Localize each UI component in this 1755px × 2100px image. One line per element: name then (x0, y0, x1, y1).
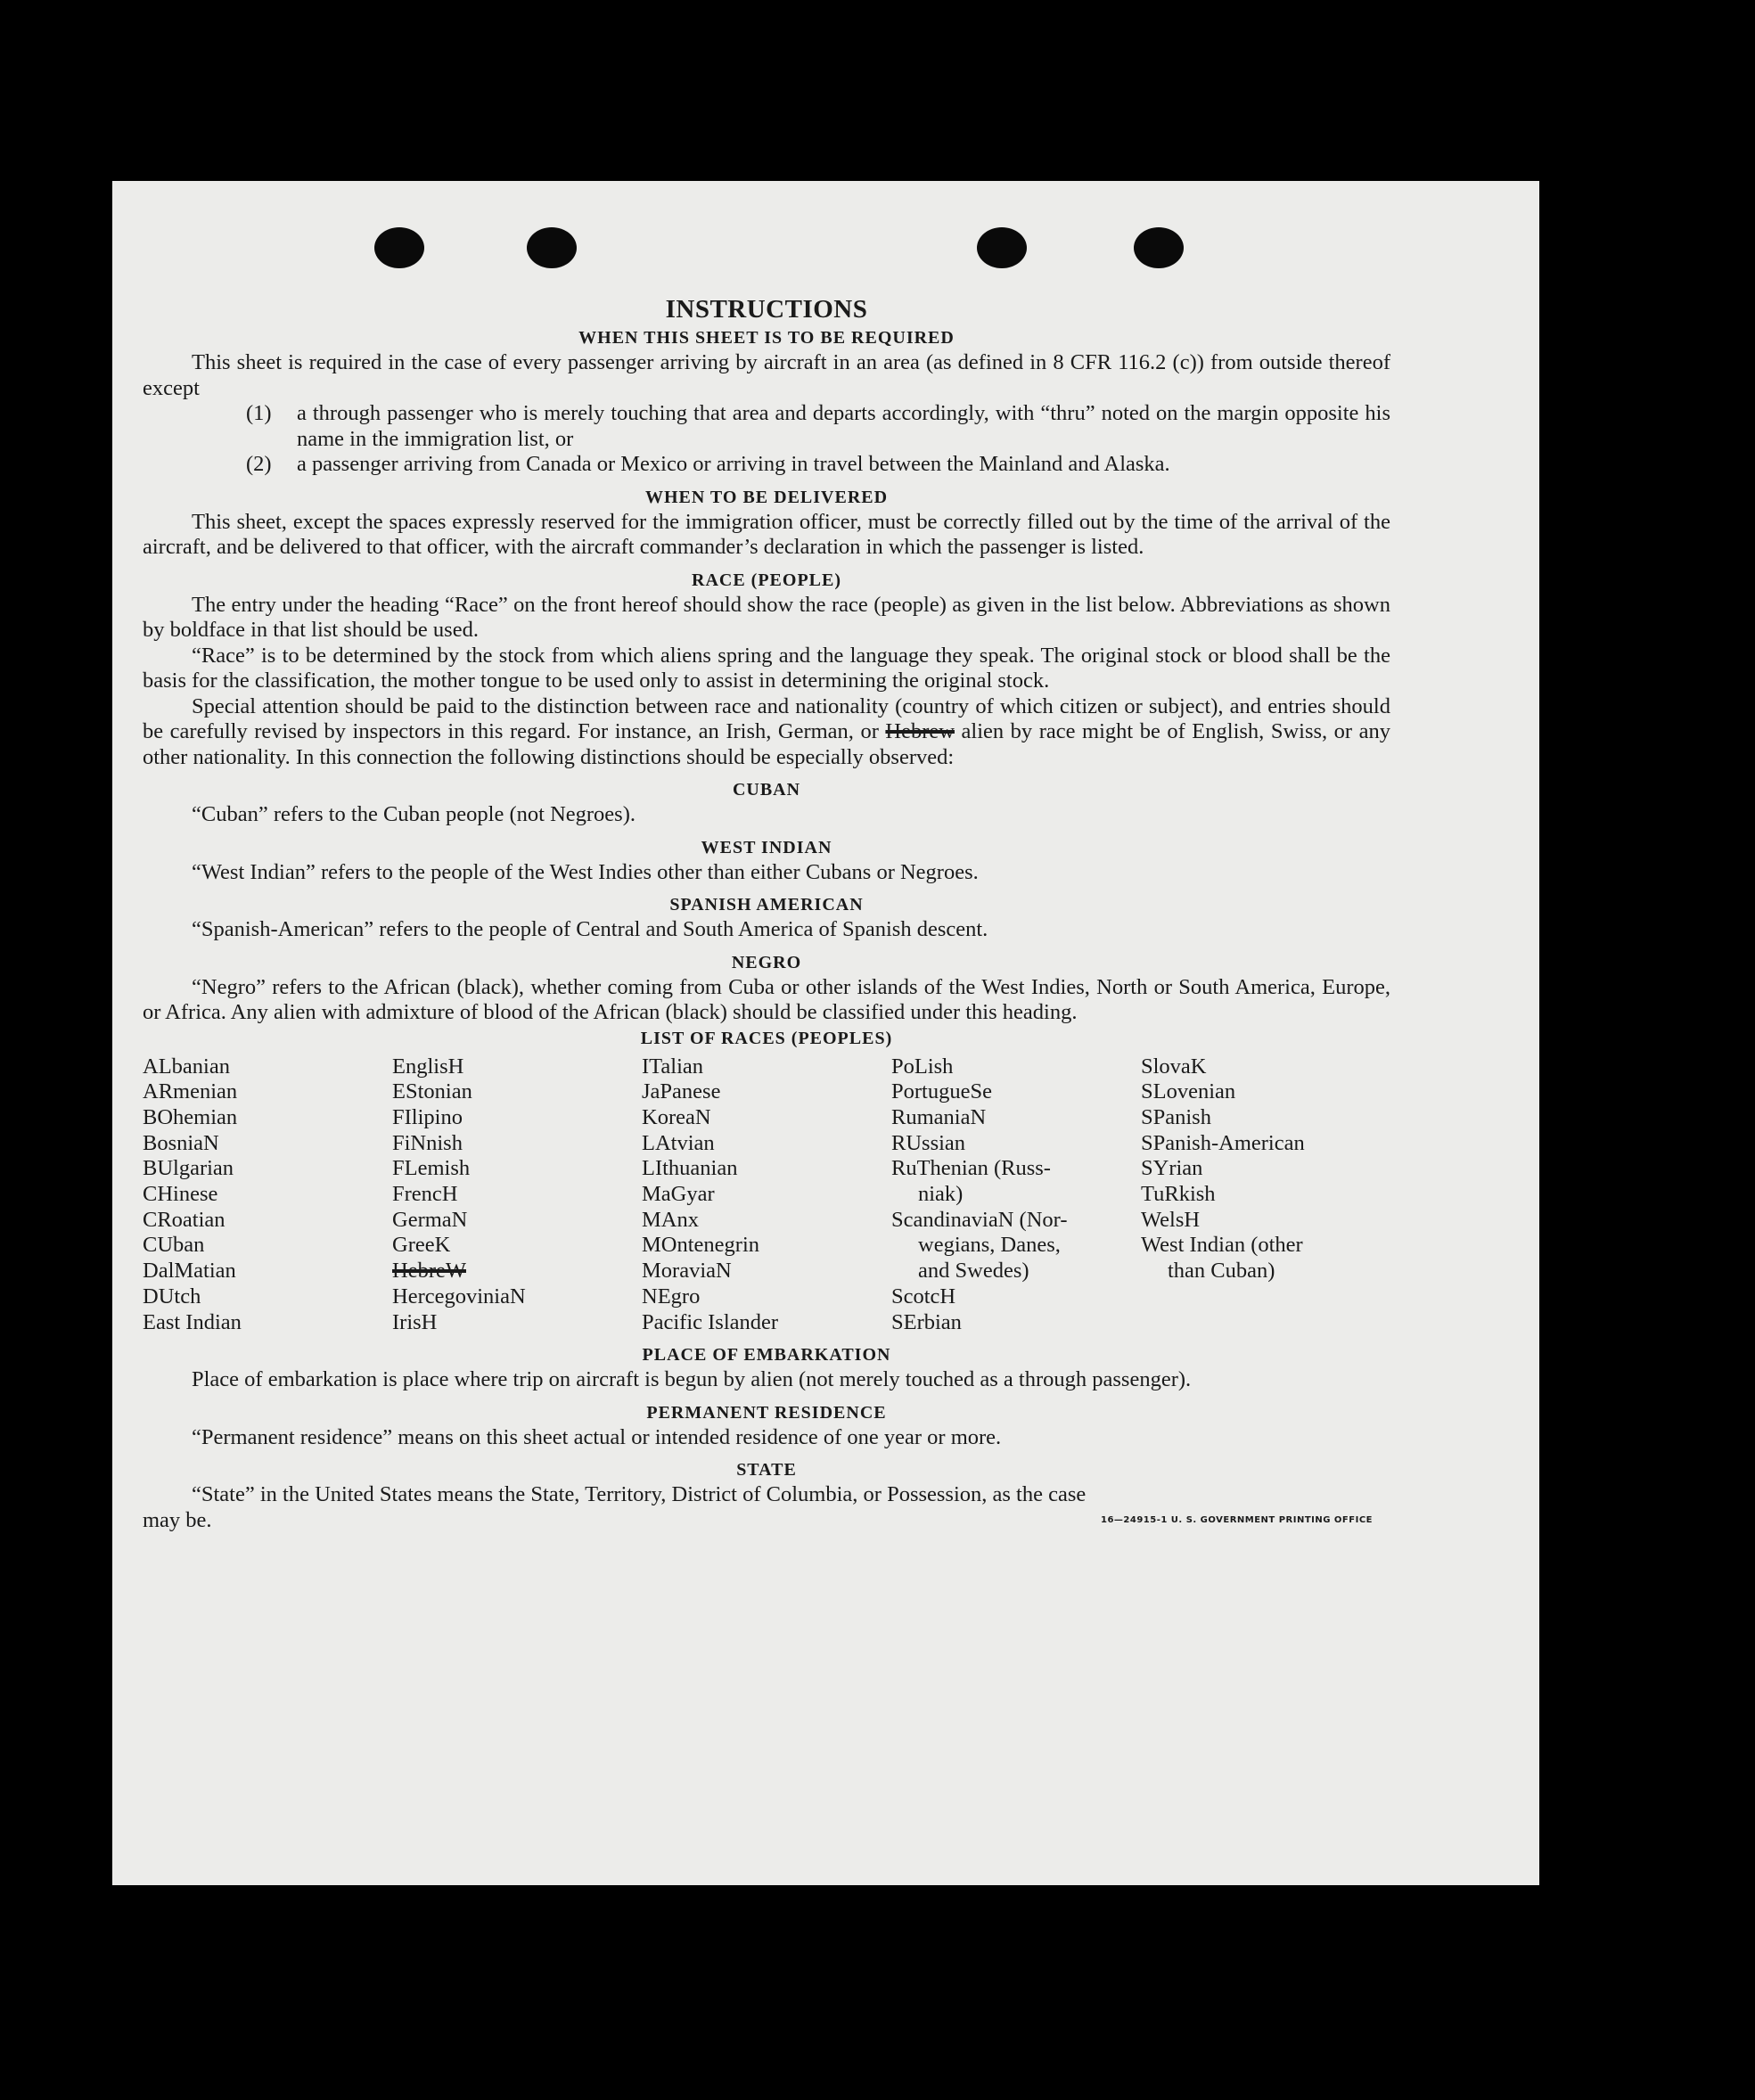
race-entry: ScotcH (891, 1284, 956, 1308)
race-entry: LIthuanian (642, 1156, 738, 1181)
race-entry: JaPanese (642, 1079, 721, 1104)
race-column (642, 1054, 891, 1336)
exception-item: (2) a passenger arriving from Canada or Mexico or arriving in travel between the Mainland and Alaska. (246, 452, 1170, 476)
race-paragraph-3: Special attention should be paid to the distinction between race and nationality (country of which citizen or subject), and entries should be carefully revised by inspectors in this regard. For instance, an Irish, German, or Hebrew alien by race might be of English, Swiss, or any other nationality. In this connection the following distinctions should be especially observed: (143, 693, 1391, 769)
race-entry: FIlipino (392, 1104, 463, 1129)
race-entry: FiNnish (392, 1130, 463, 1155)
definition-text: “West Indian” refers to the people of the West Indies other than either Cubans or Negroes. (192, 859, 979, 884)
race-entry: SLovenian (1141, 1079, 1236, 1104)
race-list-heading: LIST OF RACES (PEOPLES) (640, 1028, 893, 1048)
race-column (143, 1054, 392, 1336)
race-column (1141, 1054, 1390, 1336)
race-entry: BOhemian (143, 1104, 238, 1129)
punch-hole (374, 227, 424, 268)
race-entry: LAtvian (642, 1130, 715, 1155)
race-entry: MAnx (642, 1207, 699, 1232)
race-entry: FrencH (392, 1182, 458, 1207)
race-entry-continued: than Cuban) (1168, 1259, 1275, 1284)
page-title: INSTRUCTIONS (665, 295, 868, 324)
definition-heading: CUBAN (732, 780, 801, 800)
race-entry: ScandinaviaN (Nor- (891, 1207, 1068, 1232)
race-entry: EnglisH (392, 1054, 464, 1079)
section-heading-embarkation: PLACE OF EMBARKATION (642, 1345, 891, 1366)
race-entry: PortugueSe (891, 1079, 992, 1104)
punch-hole (527, 227, 577, 268)
race-entry: ALbanian (143, 1054, 230, 1079)
race-entry: ITalian (642, 1054, 704, 1079)
residence-text: “Permanent residence” means on this sheet actual or intended residence of one year or more. (192, 1424, 1002, 1449)
race-entry: Pacific Islander (642, 1309, 779, 1334)
race-entry: GreeK (392, 1233, 451, 1258)
race-entry: MOntenegrin (642, 1233, 759, 1258)
race-entry: SlovaK (1141, 1054, 1207, 1079)
race-entry-struck: HebreW (392, 1259, 466, 1284)
race-entry: PoLish (891, 1054, 954, 1079)
section-heading-race: RACE (PEOPLE) (692, 570, 841, 590)
definition-heading: NEGRO (731, 952, 802, 972)
race-entry: CHinese (143, 1182, 218, 1207)
required-intro: This sheet is required in the case of every passenger arriving by aircraft in an area (as defined in 8 CFR 116.2 (c)) from outside thereof except (143, 350, 1390, 400)
definition-heading: WEST INDIAN (701, 837, 832, 857)
race-entry: NEgro (642, 1284, 701, 1308)
race-entry: RumaniaN (891, 1104, 987, 1129)
race-entry-continued: and Swedes) (918, 1259, 1029, 1284)
race-entry: RuThenian (Russ- (891, 1156, 1051, 1181)
definition-text: “Cuban” refers to the Cuban people (not Negroes). (192, 802, 636, 826)
document-sheet (112, 181, 1539, 1885)
race-entry: ARmenian (143, 1079, 238, 1104)
section-heading-delivered: WHEN TO BE DELIVERED (644, 487, 889, 507)
punch-hole (977, 227, 1027, 268)
instructions-content (143, 293, 1390, 1533)
race-entry: SErbian (891, 1309, 962, 1334)
race-entry: CUban (143, 1233, 205, 1258)
race-entry: West Indian (other (1141, 1233, 1303, 1258)
race-entry: EStonian (392, 1079, 472, 1104)
section-heading-required: WHEN THIS SHEET IS TO BE REQUIRED (578, 328, 955, 348)
race-entry-continued: niak) (918, 1182, 964, 1207)
definition-heading: SPANISH AMERICAN (669, 895, 864, 915)
race-entry: CRoatian (143, 1207, 226, 1232)
state-text: “State” in the United States means the State, Territory, District of Columbia, or Possession, as the case (192, 1482, 1087, 1507)
exception-item: (1) a through passenger who is merely touching that area and departs accordingly, with “thru” noted on the margin opposite his name in the immigration list, or (246, 401, 1390, 451)
race-entry: MoraviaN (642, 1259, 732, 1284)
race-entry: DalMatian (143, 1259, 236, 1284)
race-paragraph-2: “Race” is to be determined by the stock from which aliens spring and the language they speak. The original stock or blood shall be the basis for the classification, the mother tongue to be used only to assist in determining the original stock. (143, 643, 1390, 693)
embarkation-text: Place of embarkation is place where trip on aircraft is begun by alien (not merely touched as a through passenger). (192, 1367, 1192, 1392)
race-entry: BUlgarian (143, 1156, 234, 1181)
race-entry: WelsH (1141, 1207, 1201, 1232)
section-heading-residence: PERMANENT RESIDENCE (646, 1402, 887, 1423)
race-entry: SPanish-American (1141, 1130, 1305, 1155)
race-entry: RUssian (891, 1130, 966, 1155)
state-text-end: may be. (143, 1507, 212, 1532)
punch-hole (1134, 227, 1184, 268)
race-column (392, 1054, 642, 1336)
race-entry: SYrian (1141, 1156, 1203, 1181)
race-paragraph-1: The entry under the heading “Race” on the front hereof should show the race (people) as given in the list below. Abbreviations as shown by boldface in that list should be used. (143, 592, 1390, 642)
race-list (143, 1054, 1390, 1336)
printing-office-footer: 16—24915-1 U. S. GOVERNMENT PRINTING OFFICE (1101, 1514, 1373, 1525)
race-entry: IrisH (392, 1309, 438, 1334)
race-column (891, 1054, 1141, 1336)
delivered-text: This sheet, except the spaces expressly reserved for the immigration officer, must be correctly filled out by the time of the arrival of the aircraft, and be delivered to that officer, with the aircraft commander’s declaration in which the passenger is listed. (143, 509, 1390, 559)
race-entry: DUtch (143, 1284, 201, 1308)
race-entry: MaGyar (642, 1182, 715, 1207)
race-entry: BosniaN (143, 1130, 219, 1155)
race-entry: SPanish (1141, 1104, 1211, 1129)
race-entry: GermaN (392, 1207, 468, 1232)
definition-text: “Spanish-American” refers to the people of Central and South America of Spanish descent. (192, 917, 988, 941)
race-entry-continued: wegians, Danes, (918, 1233, 1061, 1258)
race-entry: KoreaN (642, 1104, 711, 1129)
race-entry: HercegoviniaN (392, 1284, 526, 1308)
section-heading-state: STATE (736, 1460, 797, 1481)
race-entry: East Indian (143, 1309, 242, 1334)
race-entry: FLemish (392, 1156, 471, 1181)
race-entry: TuRkish (1141, 1182, 1216, 1207)
definition-text: “Negro” refers to the African (black), whether coming from Cuba or other islands of the West Indies, North or South America, Europe, or Africa. Any alien with admixture of blood of the African (black) should be classified under this heading. (143, 974, 1390, 1024)
struck-word: Hebrew (885, 719, 955, 743)
